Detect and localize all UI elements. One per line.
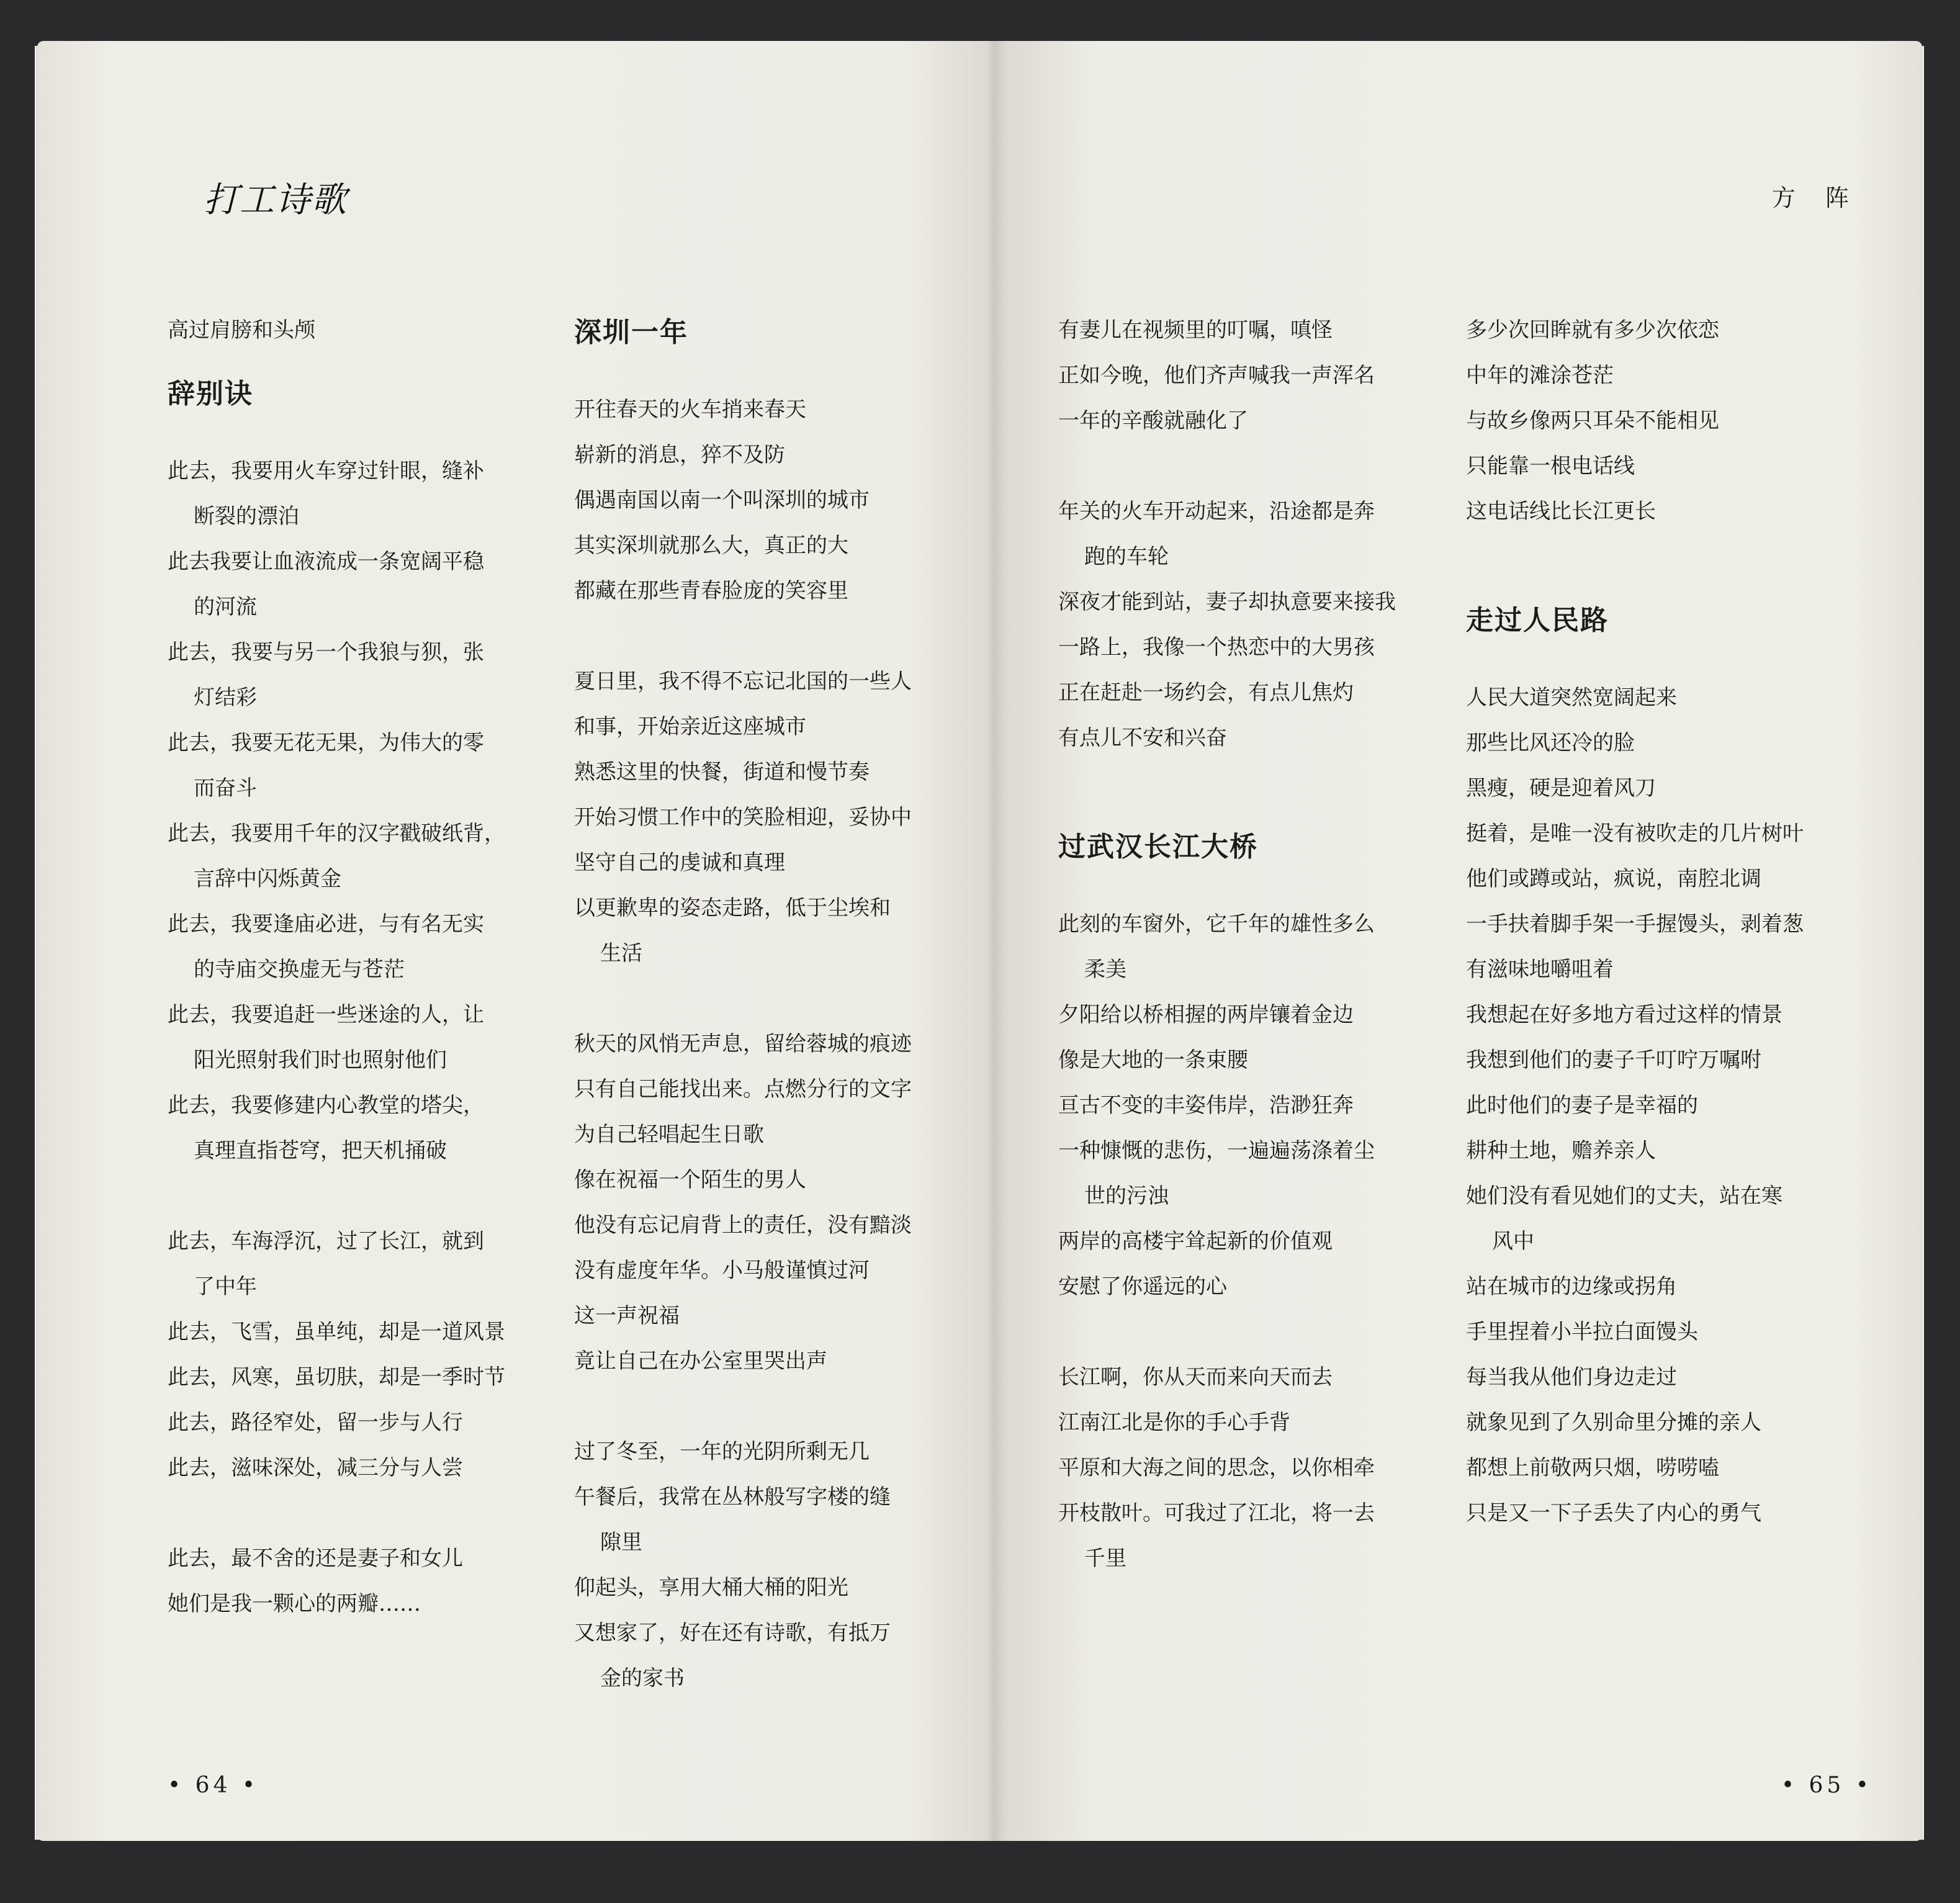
poem-line: 站在城市的边缘或拐角 xyxy=(1466,1274,1677,1299)
poem-line: 此时他们的妻子是幸福的 xyxy=(1466,1093,1698,1118)
left-col-1 xyxy=(168,308,552,1627)
poem-line: 人民大道突然宽阔起来 xyxy=(1466,685,1677,710)
poem-line: 真理直指苍穹，把天机捅破 xyxy=(194,1138,447,1163)
poem-line: 我想到他们的妻子千叮咛万嘱咐 xyxy=(1466,1048,1761,1073)
poem-line: 那些比风还冷的脸 xyxy=(1466,731,1635,755)
poem-line: 生活 xyxy=(600,941,642,966)
poem-line: 有滋味地嚼咀着 xyxy=(1466,957,1614,982)
poem-line: 此去，我要无花无果，为伟大的零 xyxy=(168,731,484,755)
poem-line: 熟悉这里的快餐，街道和慢节奏 xyxy=(574,760,870,785)
poem-line: 夕阳给以桥相握的两岸镶着金边 xyxy=(1058,1002,1354,1027)
poem-line: 的寺庙交换虚无与苍茫 xyxy=(194,957,405,982)
poem-line: 千里 xyxy=(1084,1546,1126,1571)
poem-line: 偶遇南国以南一个叫深圳的城市 xyxy=(574,488,870,513)
poem-line: 只能靠一根电话线 xyxy=(1466,454,1635,479)
poem-line: 夏日里，我不得不忘记北国的一些人 xyxy=(574,669,912,694)
poem-line: 仰起头，享用大桶大桶的阳光 xyxy=(574,1575,848,1600)
poem-line: 安慰了你遥远的心 xyxy=(1058,1274,1227,1299)
poem-line: 此去，飞雪，虽单纯，却是一道风景 xyxy=(168,1320,505,1344)
poem-line: 这电话线比长江更长 xyxy=(1466,499,1656,524)
poem-line: 崭新的消息，猝不及防 xyxy=(574,443,785,467)
poem-line: 午餐后，我常在丛林般写字楼的缝 xyxy=(574,1485,891,1509)
poem-line: 这一声祝福 xyxy=(574,1303,680,1328)
poem-line: 像是大地的一条束腰 xyxy=(1058,1048,1248,1073)
poem-line: 只是又一下子丢失了内心的勇气 xyxy=(1466,1501,1761,1526)
poem-line: 以更歉卑的姿态走路，低于尘埃和 xyxy=(574,896,891,920)
poem-title: 走过人民路 xyxy=(1466,605,1609,636)
poem-line: 都想上前敬两只烟，唠唠嗑 xyxy=(1466,1455,1719,1480)
poem-line: 江南江北是你的手心手背 xyxy=(1058,1410,1290,1435)
poem-title: 深圳一年 xyxy=(574,317,688,348)
poem-line: 灯结彩 xyxy=(194,685,257,710)
poem-line: 深夜才能到站，妻子却执意要来接我 xyxy=(1058,590,1396,614)
poem-line: 的河流 xyxy=(194,595,257,619)
poem-line: 有妻儿在视频里的叮嘱，嗔怪 xyxy=(1058,318,1333,343)
poem-line: 风中 xyxy=(1492,1229,1534,1254)
poem-line: 他没有忘记肩背上的责任，没有黯淡 xyxy=(574,1213,912,1238)
poem-line: 金的家书 xyxy=(600,1666,685,1691)
poem-line: 此去，我要用火车穿过针眼，缝补 xyxy=(168,459,484,484)
page-number-left: • 64 • xyxy=(168,1773,259,1798)
poem-line: 每当我从他们身边走过 xyxy=(1466,1365,1677,1390)
left-col-2 xyxy=(574,308,959,1701)
poem-line: 高过肩膀和头颅 xyxy=(168,318,315,343)
poem-title: 辞别诀 xyxy=(168,378,253,410)
poem-line: 一种慷慨的悲伤，一遍遍荡涤着尘 xyxy=(1058,1138,1375,1163)
poem-line: 此去我要让血液流成一条宽阔平稳 xyxy=(168,549,484,574)
poem-line: 一路上，我像一个热恋中的大男孩 xyxy=(1058,635,1375,660)
poem-line: 世的污浊 xyxy=(1084,1184,1169,1208)
poem-line: 有点儿不安和兴奋 xyxy=(1058,726,1227,750)
poem-line: 黑瘦，硬是迎着风刀 xyxy=(1466,776,1656,801)
poem-line: 秋天的风悄无声息，留给蓉城的痕迹 xyxy=(574,1032,912,1056)
poem-line: 断裂的漂泊 xyxy=(194,504,299,529)
page-number-right: • 65 • xyxy=(1781,1773,1872,1798)
poem-line: 她们没有看见她们的丈夫，站在寒 xyxy=(1466,1184,1782,1208)
poem-line: 一手扶着脚手架一手握馒头，剥着葱 xyxy=(1466,912,1804,937)
poem-line: 亘古不变的丰姿伟岸，浩渺狂奔 xyxy=(1058,1093,1354,1118)
poem-line: 挺着，是唯一没有被吹走的几片树叶 xyxy=(1466,821,1804,846)
poem-line: 开始习惯工作中的笑脸相迎，妥协中 xyxy=(574,805,912,830)
poem-line: 过了冬至，一年的光阴所剩无几 xyxy=(574,1439,870,1464)
poem-line: 与故乡像两只耳朵不能相见 xyxy=(1466,408,1719,433)
poem-line: 隙里 xyxy=(600,1530,642,1555)
poem-line: 而奋斗 xyxy=(194,776,257,801)
right-page-header: 方 阵 xyxy=(1771,184,1860,212)
poem-line: 为自己轻唱起生日歌 xyxy=(574,1122,764,1147)
poem-line: 此去，最不舍的还是妻子和女儿 xyxy=(168,1546,463,1571)
poem-line: 他们或蹲或站，疯说，南腔北调 xyxy=(1466,866,1761,891)
poem-line: 和事，开始亲近这座城市 xyxy=(574,714,806,739)
poem-line: 她们是我一颗心的两瓣…… xyxy=(168,1591,421,1616)
poem-line: 长江啊，你从天而来向天而去 xyxy=(1058,1365,1333,1390)
poem-title: 过武汉长江大桥 xyxy=(1058,831,1258,863)
poem-line: 坚守自己的虔诚和真理 xyxy=(574,850,785,875)
poem-line: 没有虚度年华。小马般谨慎过河 xyxy=(574,1258,870,1283)
poem-line: 正如今晚，他们齐声喊我一声浑名 xyxy=(1058,363,1375,388)
poem-line: 了中年 xyxy=(194,1274,257,1299)
poem-line: 年关的火车开动起来，沿途都是奔 xyxy=(1058,499,1375,524)
poem-line: 此去，滋味深处，减三分与人尝 xyxy=(168,1455,463,1480)
poem-line: 就象见到了久别命里分摊的亲人 xyxy=(1466,1410,1761,1435)
poem-line: 柔美 xyxy=(1084,957,1126,982)
poem-line: 此去，我要修建内心教堂的塔尖， xyxy=(168,1093,484,1118)
poem-line: 又想家了，好在还有诗歌，有抵万 xyxy=(574,1621,891,1645)
left-page xyxy=(37,41,994,1841)
poem-line: 我想起在好多地方看过这样的情景 xyxy=(1466,1002,1782,1027)
poem-line: 此刻的车窗外，它千年的雄性多么 xyxy=(1058,912,1375,937)
poem-line: 其实深圳就那么大，真正的大 xyxy=(574,533,848,558)
poem-line: 多少次回眸就有多少次依恋 xyxy=(1466,318,1719,343)
poem-line: 一年的辛酸就融化了 xyxy=(1058,408,1248,433)
poem-line: 耕种土地，赡养亲人 xyxy=(1466,1138,1656,1163)
poem-line: 只有自己能找出来。点燃分行的文字 xyxy=(574,1077,912,1102)
poem-line: 竟让自己在办公室里哭出声 xyxy=(574,1349,827,1374)
poem-line: 此去，我要用千年的汉字戳破纸背， xyxy=(168,821,505,846)
poem-line: 阳光照射我们时也照射他们 xyxy=(194,1048,447,1073)
left-page-header: 打工诗歌 xyxy=(204,180,348,220)
poem-line: 此去，我要追赶一些迷途的人，让 xyxy=(168,1002,484,1027)
right-col-1 xyxy=(1058,308,1443,1581)
poem-line: 开往春天的火车捎来春天 xyxy=(574,397,806,422)
right-page xyxy=(994,41,1922,1841)
poem-line: 此去，路径窄处，留一步与人行 xyxy=(168,1410,463,1435)
poem-line: 此去，我要逢庙必进，与有名无实 xyxy=(168,912,484,937)
poem-line: 此去，我要与另一个我狼与狈，张 xyxy=(168,640,484,665)
poem-line: 都藏在那些青春脸庞的笑容里 xyxy=(574,578,848,603)
poem-line: 跑的车轮 xyxy=(1084,544,1169,569)
poem-line: 两岸的高楼宇耸起新的价值观 xyxy=(1058,1229,1333,1254)
poem-line: 像在祝福一个陌生的男人 xyxy=(574,1167,806,1192)
poem-line: 言辞中闪烁黄金 xyxy=(194,866,341,891)
poem-line: 正在赶赴一场约会，有点儿焦灼 xyxy=(1058,680,1354,705)
right-col-2 xyxy=(1466,308,1851,1536)
poem-line: 中年的滩涂苍茫 xyxy=(1466,363,1614,388)
poem-line: 此去，风寒，虽切肤，却是一季时节 xyxy=(168,1365,505,1390)
poem-line: 此去，车海浮沉，过了长江，就到 xyxy=(168,1229,484,1254)
poem-line: 开枝散叶。可我过了江北，将一去 xyxy=(1058,1501,1375,1526)
poem-line: 手里捏着小半拉白面馒头 xyxy=(1466,1320,1698,1344)
poem-line: 平原和大海之间的思念，以你相牵 xyxy=(1058,1455,1375,1480)
